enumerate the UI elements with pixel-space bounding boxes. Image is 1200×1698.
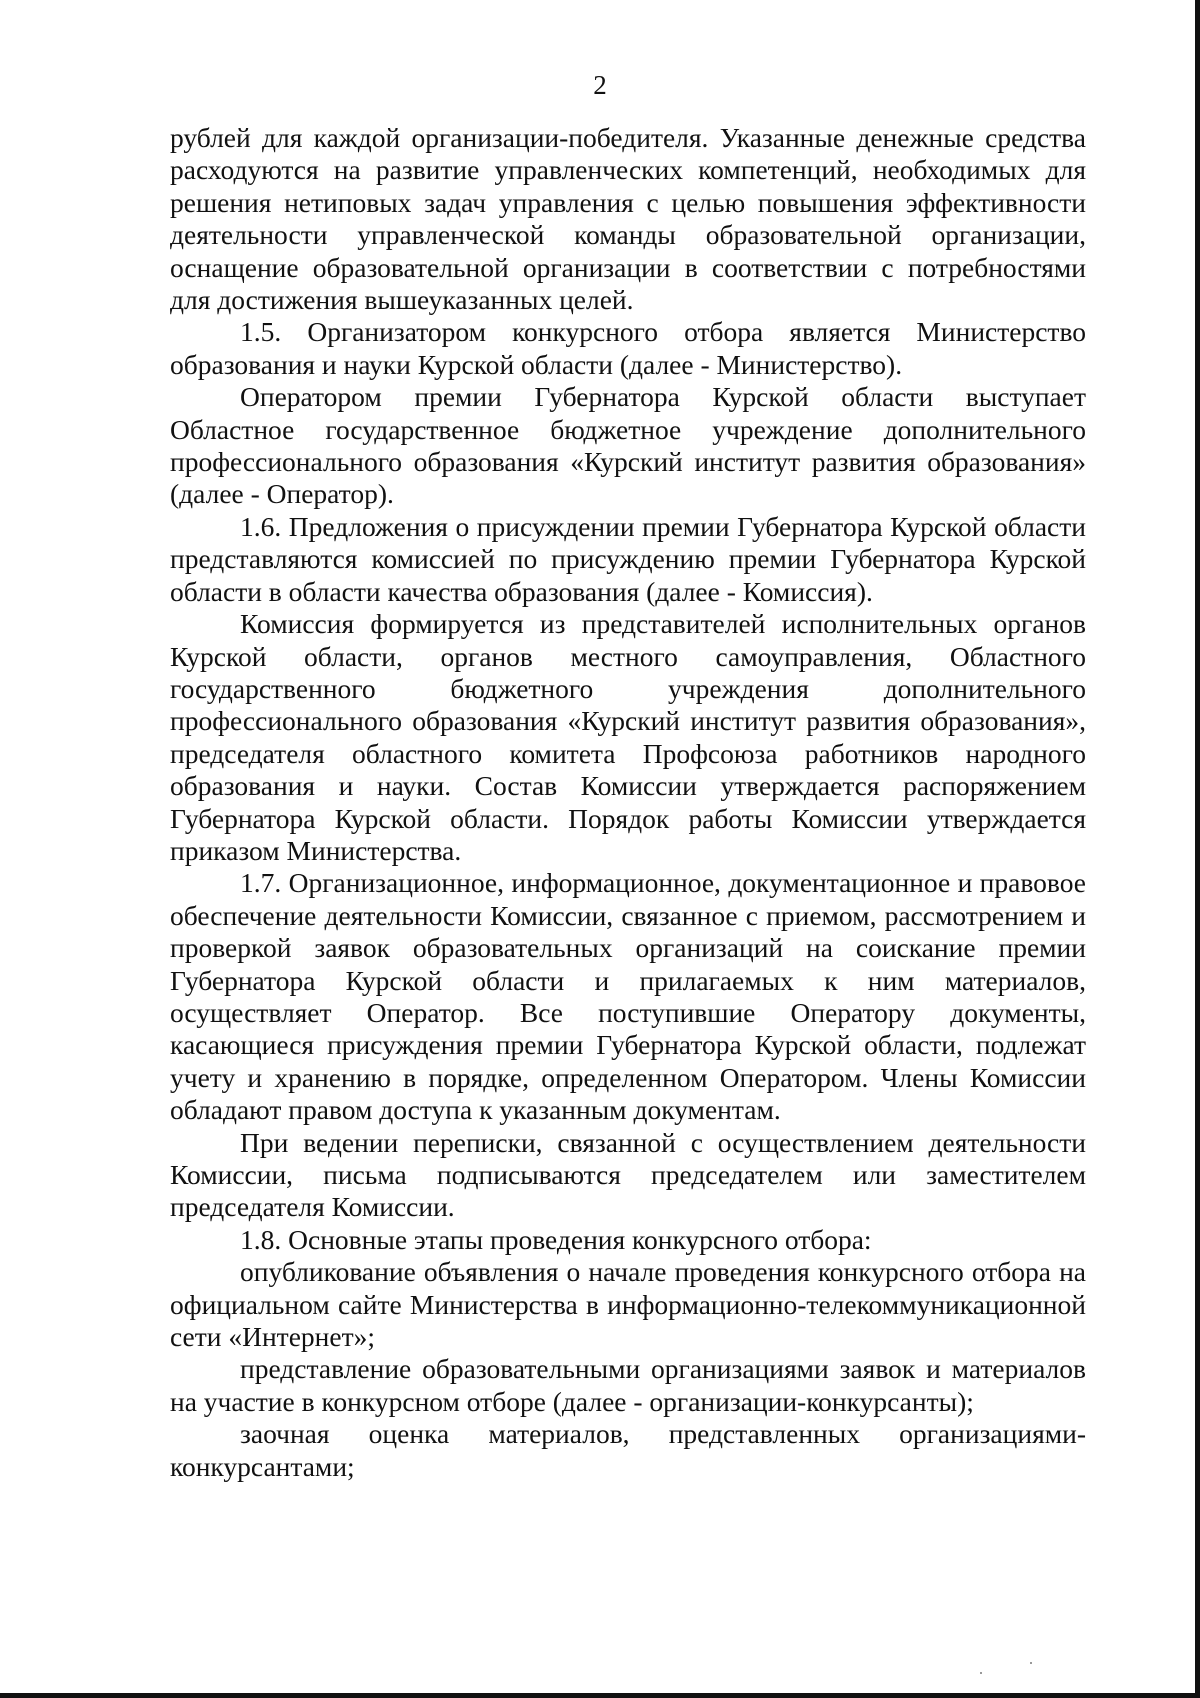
paragraph-1-6-proposals: 1.6. Предложения о присуждении премии Губернатора Курской области представляются комиссией по присуждению премии Губернатора Курской области в области качества образования (далее - Комиссия). — [170, 510, 1086, 607]
paragraph-1-7-support: 1.7. Организационное, информационное, документационное и правовое обеспечение деятельности Комиссии, связанное с приемом, рассмотрением и проверкой заявок образовательных организаций на соискание премии Губернатора Курской области и прилагаемых к ним материалов, осуществляет Оператор. Все поступившие Оператору документы, касающиеся присуждения премии Губернатора Курской области, подлежат учету и хранению в порядке, определенном Оператором. Члены Комиссии обладают правом доступа к указанным документам. — [170, 867, 1086, 1126]
paragraph-1-8-stages: 1.8. Основные этапы проведения конкурсного отбора: — [240, 1223, 872, 1255]
page-number: 2 — [593, 70, 607, 100]
list-item-stage-submission: представление образовательными организациями заявок и материалов на участие в конкурсном отборе (далее - организации-конкурсанты); — [170, 1353, 1086, 1417]
scan-edge-right — [1195, 0, 1200, 1698]
list-item-stage-assessment: заочная оценка материалов, представленных организациями-конкурсантами; — [170, 1418, 1086, 1482]
paragraph-prize-funds: рублей для каждой организации-победителя. Указанные денежные средства расходуются на развитие управленческих компетенций, необходимых для решения нетиповых задач управления с целью повышения эффективности деятельности управленческой команды образовательной организации, оснащение образовательной организации в соответствии с потребностями для достижения вышеуказанных целей. — [170, 122, 1086, 316]
paragraph-operator: Оператором премии Губернатора Курской области выступает Областное государственное бюджетное учреждение дополнительного профессионального образования «Курский институт развития образования» (далее - Оператор). — [170, 381, 1086, 510]
document-body — [170, 122, 1086, 1483]
paragraph-correspondence: При ведении переписки, связанной с осуществлением деятельности Комиссии, письма подписываются председателем или заместителем председателя Комиссии. — [170, 1126, 1086, 1223]
paragraph-1-5-organizer: 1.5. Организатором конкурсного отбора является Министерство образования и науки Курской области (далее - Министерство). — [170, 316, 1086, 380]
scan-edge-bottom — [0, 1693, 1200, 1698]
scan-speck — [1030, 1662, 1032, 1664]
paragraph-commission-composition: Комиссия формируется из представителей исполнительных органов Курской области, органов местного самоуправления, Областного государственного бюджетного учреждения дополнительного профессионального образования «Курский институт развития образования», председателя областного комитета Профсоюза работников народного образования и науки. Состав Комиссии утверждается распоряжением Губернатора Курской области. Порядок работы Комиссии утверждается приказом Министерства. — [170, 608, 1086, 866]
scan-speck — [980, 1672, 982, 1674]
list-item-stage-publication: опубликование объявления о начале проведения конкурсного отбора на официальном сайте Министерства в информационно-телекоммуникационной сети «Интернет»; — [170, 1256, 1086, 1353]
